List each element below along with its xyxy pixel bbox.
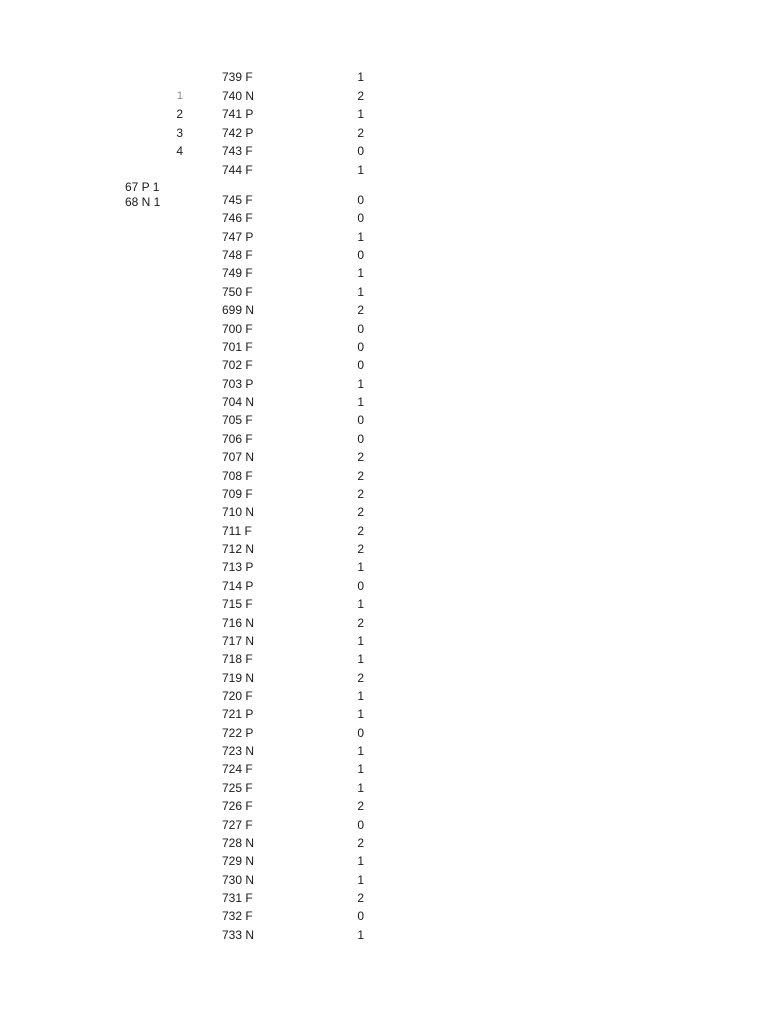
row-code: 742 P	[222, 125, 254, 140]
row-score: 2	[357, 468, 364, 483]
row-score: 0	[357, 413, 364, 428]
table-row	[0, 285, 768, 300]
row-score: 2	[357, 542, 364, 557]
row-code: 719 N	[222, 670, 255, 685]
row-code: 723 N	[222, 744, 255, 759]
table-row	[0, 854, 768, 869]
row-code: 747 P	[222, 229, 254, 244]
table-row	[0, 560, 768, 575]
table-row	[0, 126, 768, 141]
table-row	[0, 211, 768, 226]
row-code: 703 P	[222, 376, 254, 391]
table-row	[0, 762, 768, 777]
row-score: 1	[357, 395, 364, 410]
row-score: 1	[357, 707, 364, 722]
row-score: 1	[357, 163, 364, 177]
row-score: 2	[357, 303, 364, 318]
row-score: 1	[357, 854, 364, 869]
side-note: 68 N 1	[125, 194, 161, 209]
row-score: 0	[357, 817, 364, 832]
row-code: 704 N	[222, 395, 255, 410]
row-score: 0	[357, 358, 364, 373]
row-code: 717 N	[222, 633, 255, 648]
row-score: 1	[357, 229, 364, 244]
row-code: 716 N	[222, 615, 255, 630]
table-row	[0, 726, 768, 741]
row-score: 2	[357, 670, 364, 685]
table-row	[0, 395, 768, 410]
side-note: 67 P 1	[125, 180, 160, 194]
row-score: 1	[357, 688, 364, 703]
table-row	[0, 193, 768, 208]
table-row	[0, 836, 768, 851]
row-score: 1	[357, 780, 364, 795]
table-row	[0, 781, 768, 796]
row-score: 0	[357, 339, 364, 354]
table-row	[0, 652, 768, 667]
table-row	[0, 928, 768, 943]
table-row	[0, 70, 768, 85]
row-score: 1	[357, 107, 364, 122]
table-row	[0, 909, 768, 924]
row-code: 740 N	[222, 88, 255, 103]
table-row	[0, 377, 768, 392]
row-score: 2	[357, 450, 364, 465]
row-score: 1	[357, 872, 364, 887]
row-code: 741 P	[222, 107, 254, 122]
row-score: 2	[357, 799, 364, 814]
table-row	[0, 873, 768, 888]
row-score: 0	[357, 578, 364, 593]
row-code: 750 F	[222, 284, 253, 299]
row-code: 715 F	[222, 597, 253, 612]
row-score: 0	[357, 248, 364, 263]
row-score: 1	[357, 652, 364, 667]
row-score: 2	[357, 523, 364, 538]
row-score: 1	[357, 560, 364, 575]
row-score: 0	[357, 193, 364, 207]
row-code: 710 N	[222, 505, 255, 520]
table-row	[0, 671, 768, 686]
table-row	[0, 144, 768, 159]
row-code: 748 F	[222, 248, 253, 263]
table-row	[0, 891, 768, 906]
row-code: 709 F	[222, 486, 253, 501]
row-code: 728 N	[222, 835, 255, 850]
row-code: 700 F	[222, 321, 253, 336]
row-score: 2	[357, 505, 364, 520]
table-row	[0, 89, 768, 104]
table-row	[0, 469, 768, 484]
row-code: 699 N	[222, 303, 255, 318]
table-row	[0, 107, 768, 122]
row-score: 2	[357, 615, 364, 630]
table-row	[0, 707, 768, 722]
row-code: 712 N	[222, 542, 255, 557]
table-row	[0, 744, 768, 759]
row-score: 2	[357, 891, 364, 906]
row-code: 711 F	[222, 523, 252, 538]
row-code: 720 F	[222, 688, 253, 703]
table-row	[0, 799, 768, 814]
row-code: 731 F	[222, 891, 253, 906]
row-score: 1	[357, 927, 364, 942]
table-row	[0, 634, 768, 649]
row-code: 745 F	[222, 193, 253, 207]
table-row	[0, 163, 768, 178]
row-code: 744 F	[222, 163, 253, 177]
table-row	[0, 689, 768, 704]
row-index: 3	[176, 125, 183, 140]
table-row	[0, 413, 768, 428]
row-score: 2	[357, 88, 364, 103]
row-score: 1	[357, 762, 364, 777]
row-score: 1	[357, 597, 364, 612]
row-score: 0	[357, 725, 364, 740]
row-code: 746 F	[222, 211, 253, 226]
row-code: 701 F	[222, 339, 253, 354]
row-code: 733 N	[222, 927, 255, 942]
table-row	[0, 616, 768, 631]
row-index: 1	[176, 89, 183, 102]
row-score: 1	[357, 376, 364, 391]
row-score: 0	[357, 909, 364, 924]
row-code: 724 F	[222, 762, 253, 777]
table-row	[0, 579, 768, 594]
row-code: 705 F	[222, 413, 253, 428]
table-row	[0, 358, 768, 373]
table-row	[0, 542, 768, 557]
row-index: 2	[176, 107, 183, 122]
row-score: 0	[357, 431, 364, 446]
row-index: 4	[176, 144, 183, 159]
row-score: 1	[357, 70, 364, 84]
row-code: 708 F	[222, 468, 253, 483]
row-code: 707 N	[222, 450, 255, 465]
row-score: 0	[357, 321, 364, 336]
table-row	[0, 524, 768, 539]
row-code: 727 F	[222, 817, 253, 832]
row-code: 749 F	[222, 266, 253, 281]
table-row	[0, 266, 768, 281]
row-score: 2	[357, 835, 364, 850]
row-code: 726 F	[222, 799, 253, 814]
row-score: 1	[357, 266, 364, 281]
table-row	[0, 487, 768, 502]
row-code: 725 F	[222, 780, 253, 795]
row-code: 722 P	[222, 725, 254, 740]
row-score: 1	[357, 633, 364, 648]
row-code: 729 N	[222, 854, 255, 869]
row-code: 702 F	[222, 358, 253, 373]
row-score: 2	[357, 486, 364, 501]
row-code: 743 F	[222, 144, 253, 159]
table-row	[0, 303, 768, 318]
table-row	[0, 322, 768, 337]
row-score: 1	[357, 744, 364, 759]
table-row	[0, 340, 768, 355]
row-code: 721 P	[222, 707, 254, 722]
row-score: 0	[357, 211, 364, 226]
row-code: 706 F	[222, 431, 253, 446]
row-score: 0	[357, 144, 364, 159]
table-row	[0, 248, 768, 263]
table-row	[0, 432, 768, 447]
row-code: 732 F	[222, 909, 253, 924]
row-code: 714 P	[222, 578, 254, 593]
row-score: 2	[357, 125, 364, 140]
row-code: 730 N	[222, 872, 255, 887]
table-row	[0, 597, 768, 612]
row-code: 713 P	[222, 560, 254, 575]
table-row	[0, 230, 768, 245]
row-code: 718 F	[222, 652, 253, 667]
row-code: 739 F	[222, 70, 253, 84]
table-row	[0, 450, 768, 465]
row-score: 1	[357, 284, 364, 299]
table-row	[0, 818, 768, 833]
table-row	[0, 505, 768, 520]
